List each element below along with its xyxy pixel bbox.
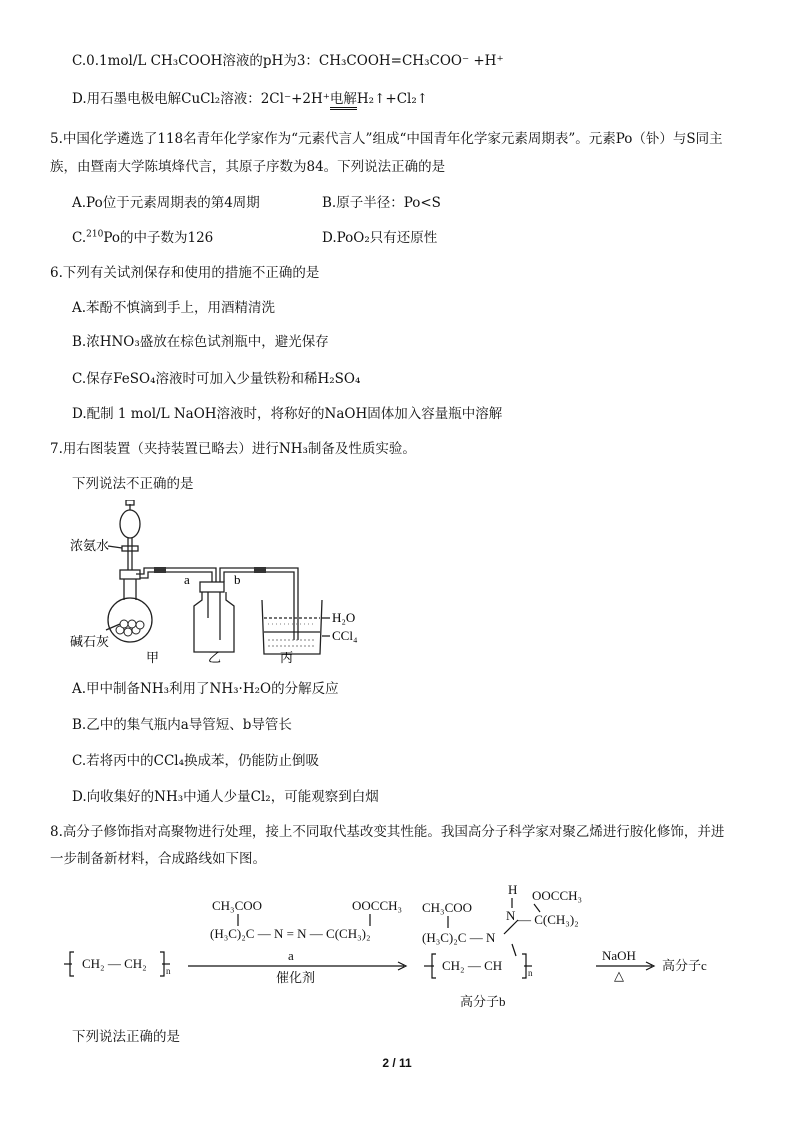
prod-n1: N	[506, 908, 516, 923]
q8-stem-line1: 8.高分子修饰指对高聚物进行处理，接上不同取代基改变其性能。我国高分子科学家对聚乙烯进行胺化修饰，并进	[50, 824, 725, 840]
label-delta: △	[614, 968, 624, 983]
page-number: 2 / 11	[382, 1056, 412, 1070]
label-h2o: H₂O	[332, 610, 356, 625]
q6-stem: 6.下列有关试剂保存和使用的措施不正确的是	[50, 265, 320, 281]
label-bing: 丙	[280, 650, 294, 665]
q7-option-a: A.甲中制备NH₃利用了NH₃·H₂O的分解反应	[72, 681, 339, 697]
q8-stem-line2: 一步制备新材料，合成路线如下图。	[50, 851, 266, 867]
q5-stem-line1: 5.中国化学遴选了118名青年化学家作为“元素代言人”组成“中国青年化学家元素周期表”。元素Po（钋）与S同主	[50, 131, 723, 147]
pe-n: n	[166, 966, 171, 976]
prod-c: — C(CH₃)₂	[518, 912, 579, 927]
q5-option-c	[72, 229, 213, 247]
q8-sub: 下列说法正确的是	[72, 1029, 180, 1045]
label-b: b	[234, 572, 241, 587]
q5-option-c-rest: Po的中子数为126	[103, 230, 214, 246]
q6-option-c: C.保存FeSO₄溶液时可加入少量铁粉和稀H₂SO₄	[72, 371, 361, 387]
q5-option-c-mass: 210	[86, 229, 104, 240]
q4-option-c: C.0.1mol/L CH₃COOH溶液的pH为3：CH₃COOH=CH₃COO⁻ +H⁺	[72, 53, 504, 69]
reagent-top-left: CH₃COO	[212, 898, 263, 913]
reagent-top-right: OOCCH₃	[352, 898, 403, 913]
q5-option-d: D.PoO₂只有还原性	[322, 230, 438, 246]
label-catalyst: 催化剂	[276, 970, 316, 985]
q7-option-b: B.乙中的集气瓶内a导管短、b导管长	[72, 717, 292, 733]
q5-option-b: B.原子半径：Po<S	[322, 195, 441, 211]
prod-chain: CH₂ — CH	[442, 958, 503, 973]
label-a: a	[288, 948, 294, 963]
q6-option-a: A.苯酚不慎滴到手上，用酒精清洗	[72, 300, 276, 316]
label-a: a	[184, 572, 190, 587]
prod-oocch3: OOCCH₃	[532, 888, 583, 903]
prod-n: n	[528, 968, 533, 978]
q7-apparatus-figure	[68, 500, 368, 670]
pe-chain: CH₂ — CH₂	[82, 956, 147, 971]
reagent-body: (H₃C)₂C — N = N — C(CH₃)₂	[210, 926, 371, 941]
q4-option-d	[72, 90, 428, 108]
q4-option-d-condition: 电解	[330, 91, 357, 110]
q4-option-d-post: H₂↑+Cl₂↑	[356, 91, 429, 107]
q6-option-d: D.配制 1 mol/L NaOH溶液时，将称好的NaOH固体加入容量瓶中溶解	[72, 406, 503, 422]
q7-stem: 7.用右图装置（夹持装置已略去）进行NH₃制备及性质实验。	[50, 441, 416, 457]
prod-body: (H₃C)₂C — N	[422, 930, 496, 945]
label-jian: 碱石灰	[70, 634, 110, 649]
q7-sub: 下列说法不正确的是	[72, 476, 194, 492]
prod-ch3coo: CH₃COO	[422, 900, 473, 915]
q5-stem-line2: 族，由暨南大学陈填烽代言，其原子序数为84。下列说法正确的是	[50, 159, 446, 175]
label-nongan: 浓氨水	[70, 538, 110, 553]
label-yi: 乙	[208, 650, 222, 665]
q6-option-b: B.浓HNO₃盛放在棕色试剂瓶中，避光保存	[72, 334, 329, 350]
label-polymer-c: 高分子c	[662, 958, 707, 973]
q7-option-c: C.若将丙中的CCl₄换成苯，仍能防止倒吸	[72, 753, 320, 769]
q5-option-c-label: C.	[72, 230, 87, 246]
label-jia: 甲	[146, 650, 160, 665]
prod-h: H	[508, 882, 518, 897]
label-polymer-b: 高分子b	[460, 994, 506, 1009]
label-ccl4: CCl₄	[332, 628, 358, 643]
q7-option-d: D.向收集好的NH₃中通人少量Cl₂，可能观察到白烟	[72, 789, 379, 805]
q4-option-d-pre: D.用石墨电极电解CuCl₂溶液：2Cl⁻+2H⁺	[72, 91, 330, 107]
q8-synthesis-scheme	[60, 880, 740, 1020]
label-naoh: NaOH	[602, 948, 636, 963]
q5-option-a: A.Po位于元素周期表的第4周期	[72, 195, 260, 211]
